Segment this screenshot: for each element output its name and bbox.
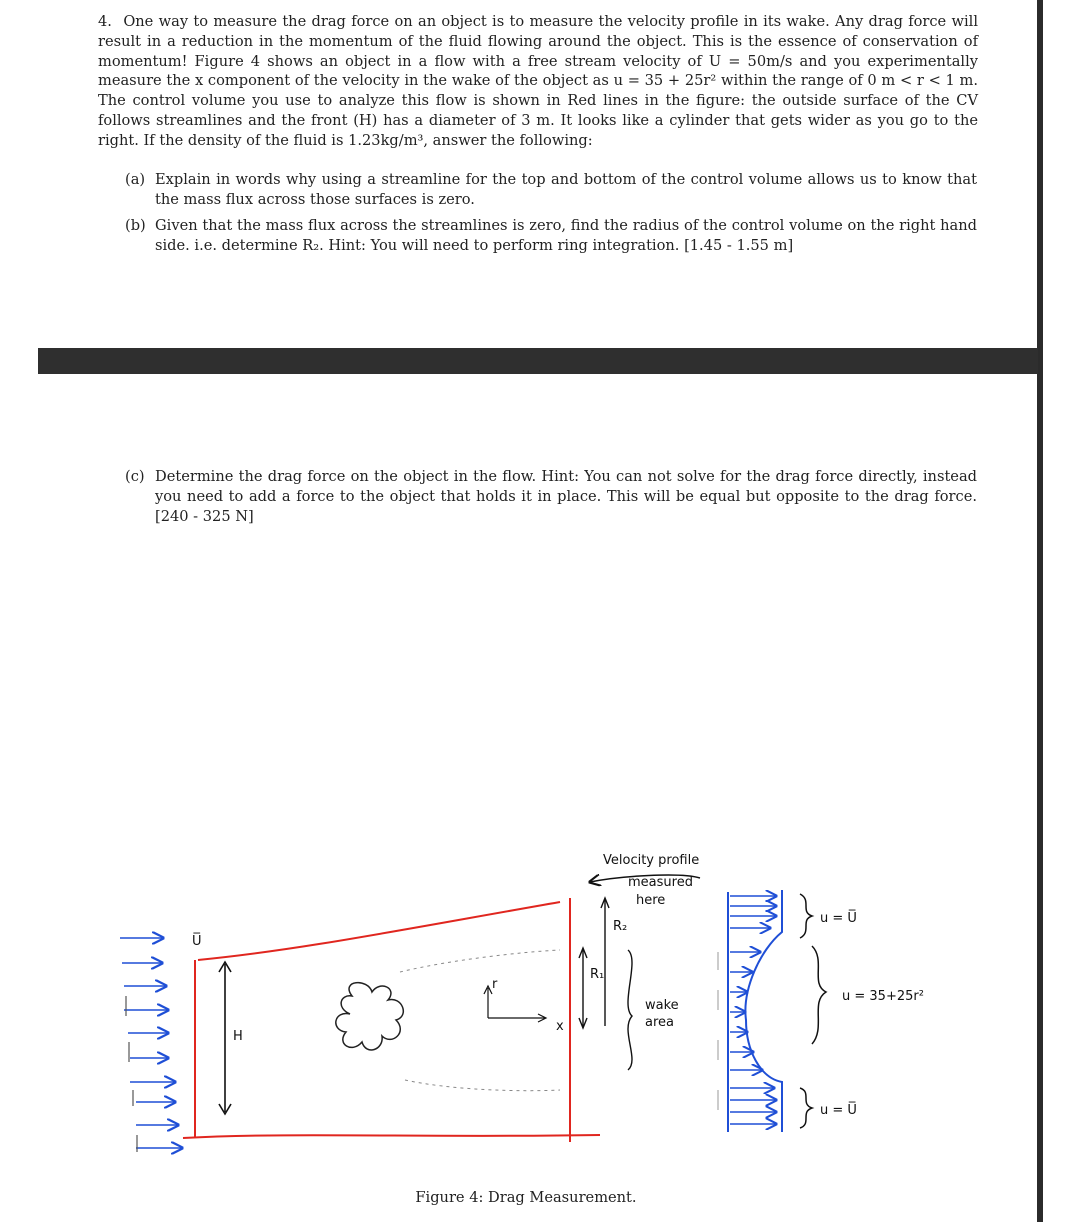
part-a xyxy=(125,170,977,210)
control-volume xyxy=(183,898,600,1142)
drag-measurement-figure xyxy=(0,820,1035,1160)
problem-intro xyxy=(98,12,978,151)
part-c xyxy=(125,467,977,526)
wake-label-line1: wake xyxy=(645,998,679,1013)
dashed-streamline-top xyxy=(400,950,560,972)
u-mid-label: u = 35+25r² xyxy=(842,989,924,1004)
wake-label-line2: area xyxy=(645,1015,674,1030)
u-top-label: u = U̅ xyxy=(820,911,857,926)
part-c-answer-range: [240 - 325 N] xyxy=(155,507,254,525)
dashed-streamline-bottom xyxy=(405,1080,560,1091)
part-c-text: Determine the drag force on the object in the flow. Hint: You can not solve for the drag force directly, instead you need to add a force to the object that holds it in place. This will be equal but opposite to the drag force. xyxy=(155,468,977,505)
free-stream-label: U̅ xyxy=(192,934,202,949)
page-right-border xyxy=(1037,0,1043,1222)
radius-arrows xyxy=(579,898,609,1028)
profile-outline xyxy=(728,890,782,1132)
profile-arrows xyxy=(730,896,776,1124)
part-a-label: (a) xyxy=(125,171,146,188)
part-c-label: (c) xyxy=(125,468,145,485)
u-bottom-label: u = U̅ xyxy=(820,1103,857,1118)
height-arrow xyxy=(219,962,231,1114)
velocity-profile-label-line2: measured xyxy=(628,875,693,890)
velocity-profile-label-line3: here xyxy=(636,893,666,908)
r1-label: R₁ xyxy=(590,967,605,982)
right-braces xyxy=(800,894,826,1128)
object-shape xyxy=(336,983,404,1050)
part-b-answer-range: [1.45 - 1.55 m] xyxy=(684,236,794,254)
axis-r-label: r xyxy=(492,977,498,992)
wake-brace xyxy=(628,950,632,1070)
problem-number: 4. xyxy=(98,13,112,30)
velocity-profile-label-line1: Velocity profile xyxy=(603,853,700,868)
part-b-label: (b) xyxy=(125,217,146,234)
front-height-label: H xyxy=(233,1029,243,1044)
problem-intro-text: One way to measure the drag force on an object is to measure the velocity profile in its wake. Any drag force will result in a reduction in the momentum of the fluid flowing around the object. This is the essence of conservation of momentum! Figure 4 shows an object in a flow with a free stream velocity of U = 50m/s and you experimentally measure the x component of the velocity in the wake of the object as u = 35 + 25r² within the range of 0 m < r < 1 m. The control volume you use to analyze this flow is shown in Red lines in the figure: the outside surface of the CV follows streamlines and the front (H) has a diameter of 3 m. It looks like a cylinder that gets wider as you go to the right. If the density of the fluid is 1.23kg/m³, answer the following: xyxy=(98,13,978,149)
r2-label: R₂ xyxy=(613,919,628,934)
part-b xyxy=(125,216,977,256)
axis-x-label: x xyxy=(556,1019,564,1034)
left-tick-marks xyxy=(126,996,137,1152)
part-b-text: Given that the mass flux across the streamlines is zero, find the radius of the control volume on the right hand side. i.e. determine R₂. Hint: You will need to perform ring integration. xyxy=(155,217,977,254)
part-a-text: Explain in words why using a streamline for the top and bottom of the control volume allows us to know that the mass flux across those surfaces is zero. xyxy=(155,171,977,208)
figure-caption: Figure 4: Drag Measurement. xyxy=(415,1189,637,1206)
page-divider-band xyxy=(38,348,1038,374)
